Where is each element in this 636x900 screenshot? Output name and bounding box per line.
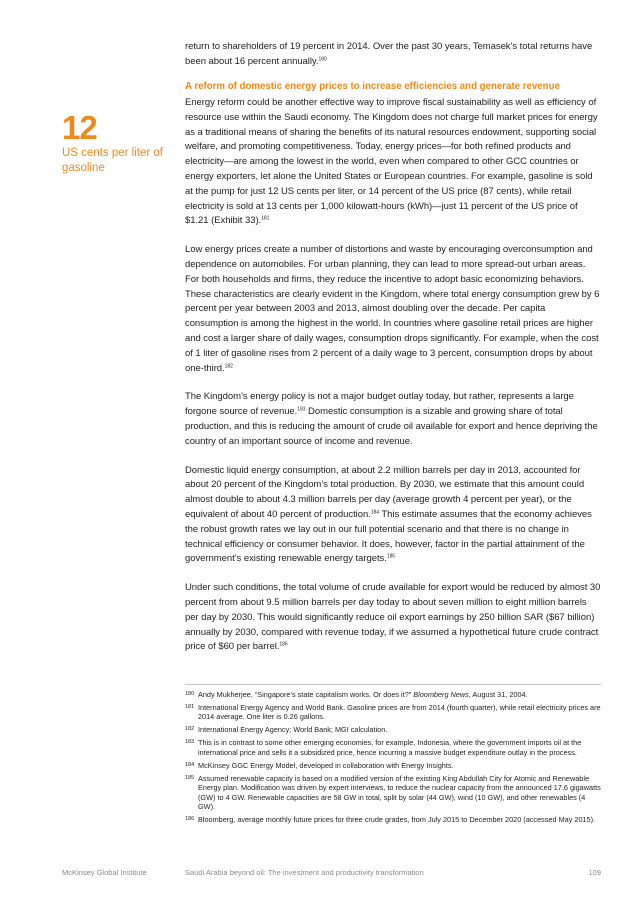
footnote-ref-186[interactable]: 186 [279, 641, 288, 648]
callout-number: 12 [62, 109, 97, 146]
footnote-ref-182[interactable]: 182 [224, 363, 233, 370]
footnote-ref-184[interactable]: 184 [370, 509, 379, 516]
paragraph-4 [185, 464, 601, 568]
footnote [185, 738, 601, 757]
footnotes [185, 690, 601, 828]
footnote-text: Assumed renewable capacity is based on a modified version of the existing King Abdullah City for Atomic and Renewable Energy plan. Modification was driven by expert interviews, to reduce the nuclear capacity from the announced 17.6 gigawatts (GW) to 4 GW. Renewable capacities are 58 GW in total, split by solar (44 GW), wind (10 GW), and other renewables (4 GW). [198, 773, 601, 812]
footer-publisher: McKinsey Global Institute [62, 868, 147, 877]
paragraph-3-text-b: Domestic consumption is a sizable and growing share of total production, and this is reducing the amount of crude oil available for export and hence depriving the country of an important source of income and revenue. [185, 406, 598, 447]
paragraph-4-text-a: Domestic liquid energy consumption, at about 2.2 million barrels per day in 2013, accounted for about 20 percent of the Kingdom’s total production. By 2030, we estimate that this amount could almost double to about 4.3 million barrels per day (average growth 4 percent per year), or the equivalent of about 40 percent of production. [185, 464, 585, 521]
footnote-text: Bloomberg, average monthly future prices for three crude grades, from July 2015 to December 2020 (accessed May 2015). [198, 815, 596, 825]
footnote [185, 774, 601, 812]
intro-text: return to shareholders of 19 percent in 2014. Over the past 30 years, Temasek’s total returns have been about 16 percent annually. [185, 41, 593, 67]
footnote-text-after: , August 31, 2004. [468, 690, 528, 699]
footnote-number: 185 [185, 774, 195, 781]
footnote-number: 180 [185, 691, 195, 697]
paragraph-4-text-b: This estimate assumes that the economy achieves the robust growth rates we lay out in our full potential scenario and that there is no change in technical efficiency or consumer behavior. It does, however, factor in the partial attainment of the government’s existing renewable energy targets. [185, 509, 592, 565]
footnote-ref-181[interactable]: 181 [261, 215, 270, 222]
footnote-ref-185[interactable]: 185 [386, 553, 396, 560]
footnote-ref-183[interactable]: 183 [297, 406, 306, 413]
main-text-column [185, 40, 601, 669]
footnote-text: International Energy Agency and World Bank. Gasoline prices are from 2014 (fourth quarter), while retail electricity prices are 2014 average. One liter is 0.26 gallons. [198, 702, 601, 722]
sidebar-callout [62, 110, 177, 176]
footnote-number: 181 [185, 703, 195, 710]
footnote-number: 186 [185, 816, 195, 823]
footnote-number: 183 [185, 739, 195, 746]
footnote-text: McKinsey GGC Energy Model, developed in collaboration with Energy Insights. [198, 760, 454, 770]
paragraph-2-text: Low energy prices create a number of distortions and waste by encouraging overconsumption and dependence on automobiles. For urban planning, they can lead to more spread-out urban areas. For both households and firms, they reduce the incentive to adopt basic economizing behaviors. These characteristics are clearly evident in the Kingdom, where total energy consumption grew by 6 percent per year between 2003 and 2013, almost doubling over the decade. Per capita consumption is among the highest in the world. In countries where gasoline retail prices are higher and cost a larger share of daily wages, consumption drops significantly. For example, when the cost of 1 liter of gasoline rises from 2 percent of a daily wage to 3 percent, consumption drops by about one-third. [185, 244, 600, 374]
paragraph-1 [185, 96, 601, 229]
footnote-number: 182 [185, 726, 195, 733]
paragraph-2 [185, 243, 601, 376]
footnote-number: 184 [185, 761, 195, 768]
callout-unit: US cents per liter of gasoline [62, 147, 163, 174]
paragraph-1-text: Energy reform could be another effective way to improve fiscal sustainability as well as efficiency of resource use within the Saudi economy. The Kingdom does not charge full market prices for energy as a traditional means of sharing the benefits of its natural resources endowment, supporting social welfare, and promoting competitiveness. Today, energy prices—for both refined products and electricity—are among the lowest in the world, even when compared to other GCC countries or energy exporters, let alone the United States or European countries. For example, gasoline is sold at the pump for just 12 US cents per liter, or 14 percent of the US price (87 cents), while retail electricity is sold at 13 cents per 1,000 kilowatt-hours (kWh)—just 11 percent of the US price of $1.21 (Exhibit 33). [185, 97, 598, 227]
paragraph-3-text-a: The Kingdom’s energy policy is not a major budget outlay today, but rather, represents a large forgone source of revenue. [185, 391, 574, 418]
footnote [185, 703, 601, 722]
page-number: 109 [588, 868, 601, 877]
intro-paragraph [185, 40, 601, 70]
footer-report-title: Saudi Arabia beyond oil: The investment and productivity transformation [185, 868, 424, 877]
section-heading: A reform of domestic energy prices to increase efficiencies and generate revenue [185, 80, 560, 92]
footnote-text [198, 690, 601, 700]
footnote [185, 725, 601, 735]
paragraph-3 [185, 390, 601, 449]
footnote-divider [185, 684, 601, 685]
footnote-ref-180[interactable]: 180 [318, 56, 327, 63]
paragraph-5 [185, 581, 601, 655]
footnote-source-title: Bloomberg News [413, 690, 469, 699]
footnote-text: This is in contrast to some other emerging economies, for example, Indonesia, where the government imports oil at the international price and sells it a subsidized price, hence incurring a massive budget expenditure outlay in the process. [198, 738, 582, 757]
footnote-text-main: Andy Mukherjee, “Singapore’s state capitalism works. Or does it?” [198, 690, 414, 699]
footnote [185, 761, 601, 771]
footnote [185, 815, 601, 825]
footnote [185, 690, 601, 700]
footnote-text: International Energy Agency; World Bank; MGI calculation. [198, 725, 388, 735]
paragraph-5-text: Under such conditions, the total volume of crude available for export would be reduced by almost 30 percent from about 9.5 million barrels per day today to about seven million to eight million barrels per day by 2030. This would significantly reduce oil export earnings by 250 billion SAR ($67 billion) annually by 2030, compared with revenue today, if we assumed a hypothetical future crude contract price of $60 per barrel. [185, 582, 601, 653]
